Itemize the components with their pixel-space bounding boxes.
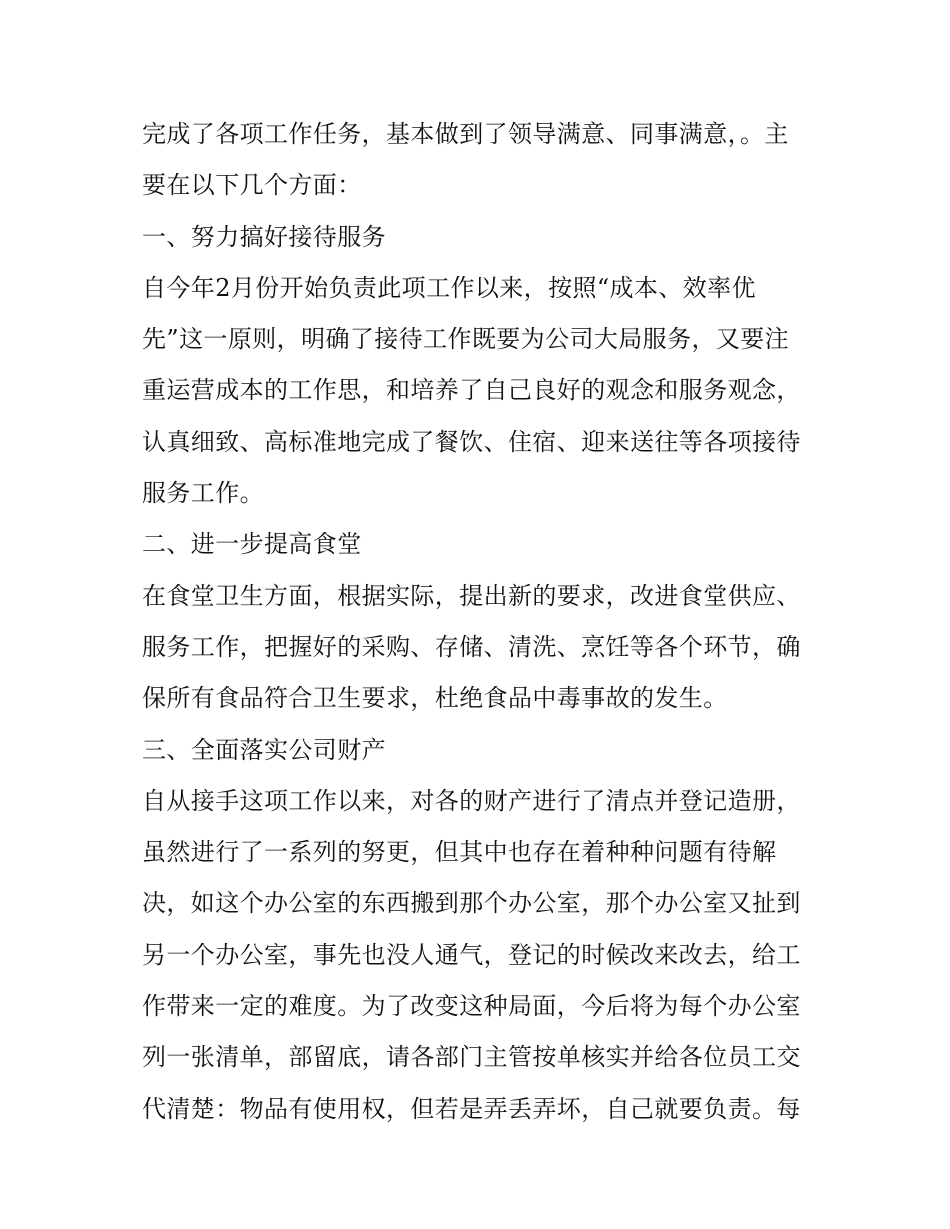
body-text xyxy=(142,109,822,1135)
text-line: 认真细致、高标准地完成了餐饮、住宿、迎来送往等各项接待 xyxy=(142,427,801,456)
text-line: 服务工作。 xyxy=(142,479,264,508)
text-line: 先”这一原则，明确了接待工作既要为公司大局服务，又要注 xyxy=(142,325,790,354)
text-line: 服务工作，把握好的采购、存储、清洗、烹饪等各个环节，确 xyxy=(142,632,801,661)
section-heading: 二、进一步提高食堂 xyxy=(142,530,362,559)
text-line: 在食堂卫生方面，根据实际，提出新的要求，改进食堂供应、 xyxy=(142,581,801,610)
text-line: 列一张清单，部留底，请各部门主管按单核实并给各位员工交 xyxy=(142,1043,801,1072)
text-line: 保所有食品符合卫生要求，杜绝食品中毒事故的发生。 xyxy=(142,684,728,713)
text-line: 决，如这个办公室的东西搬到那个办公室，那个办公室又扯到 xyxy=(142,889,801,918)
section-heading: 三、全面落实公司财产 xyxy=(142,735,386,764)
text-line: 作带来一定的难度。为了改变这种局面，今后将为每个办公室 xyxy=(142,992,801,1021)
text-line: 完成了各项工作任务，基本做到了领导满意、同事满意，。主 xyxy=(142,120,789,148)
text-line: 代清楚：物品有使用权，但若是弄丢弄坏，自己就要负责。每 xyxy=(142,1094,801,1123)
text-line: 虽然进行了一系列的努更，但其中也存在着种种问题有待解 xyxy=(142,838,777,867)
text-line: 重运营成本的工作思，和培养了自己良好的观念和服务观念， xyxy=(142,376,801,405)
text-line: 自从接手这项工作以来，对各的财产进行了清点并登记造册， xyxy=(142,786,801,815)
section-heading: 一、努力搞好接待服务 xyxy=(142,222,386,251)
text-line: 另一个办公室，事先也没人通气，登记的时候改来改去，给工 xyxy=(142,940,801,969)
text-line: 要在以下几个方面： xyxy=(142,171,362,200)
text-line: 自今年2月份开始负责此项工作以来，按照“成本、效率优 xyxy=(142,273,756,302)
